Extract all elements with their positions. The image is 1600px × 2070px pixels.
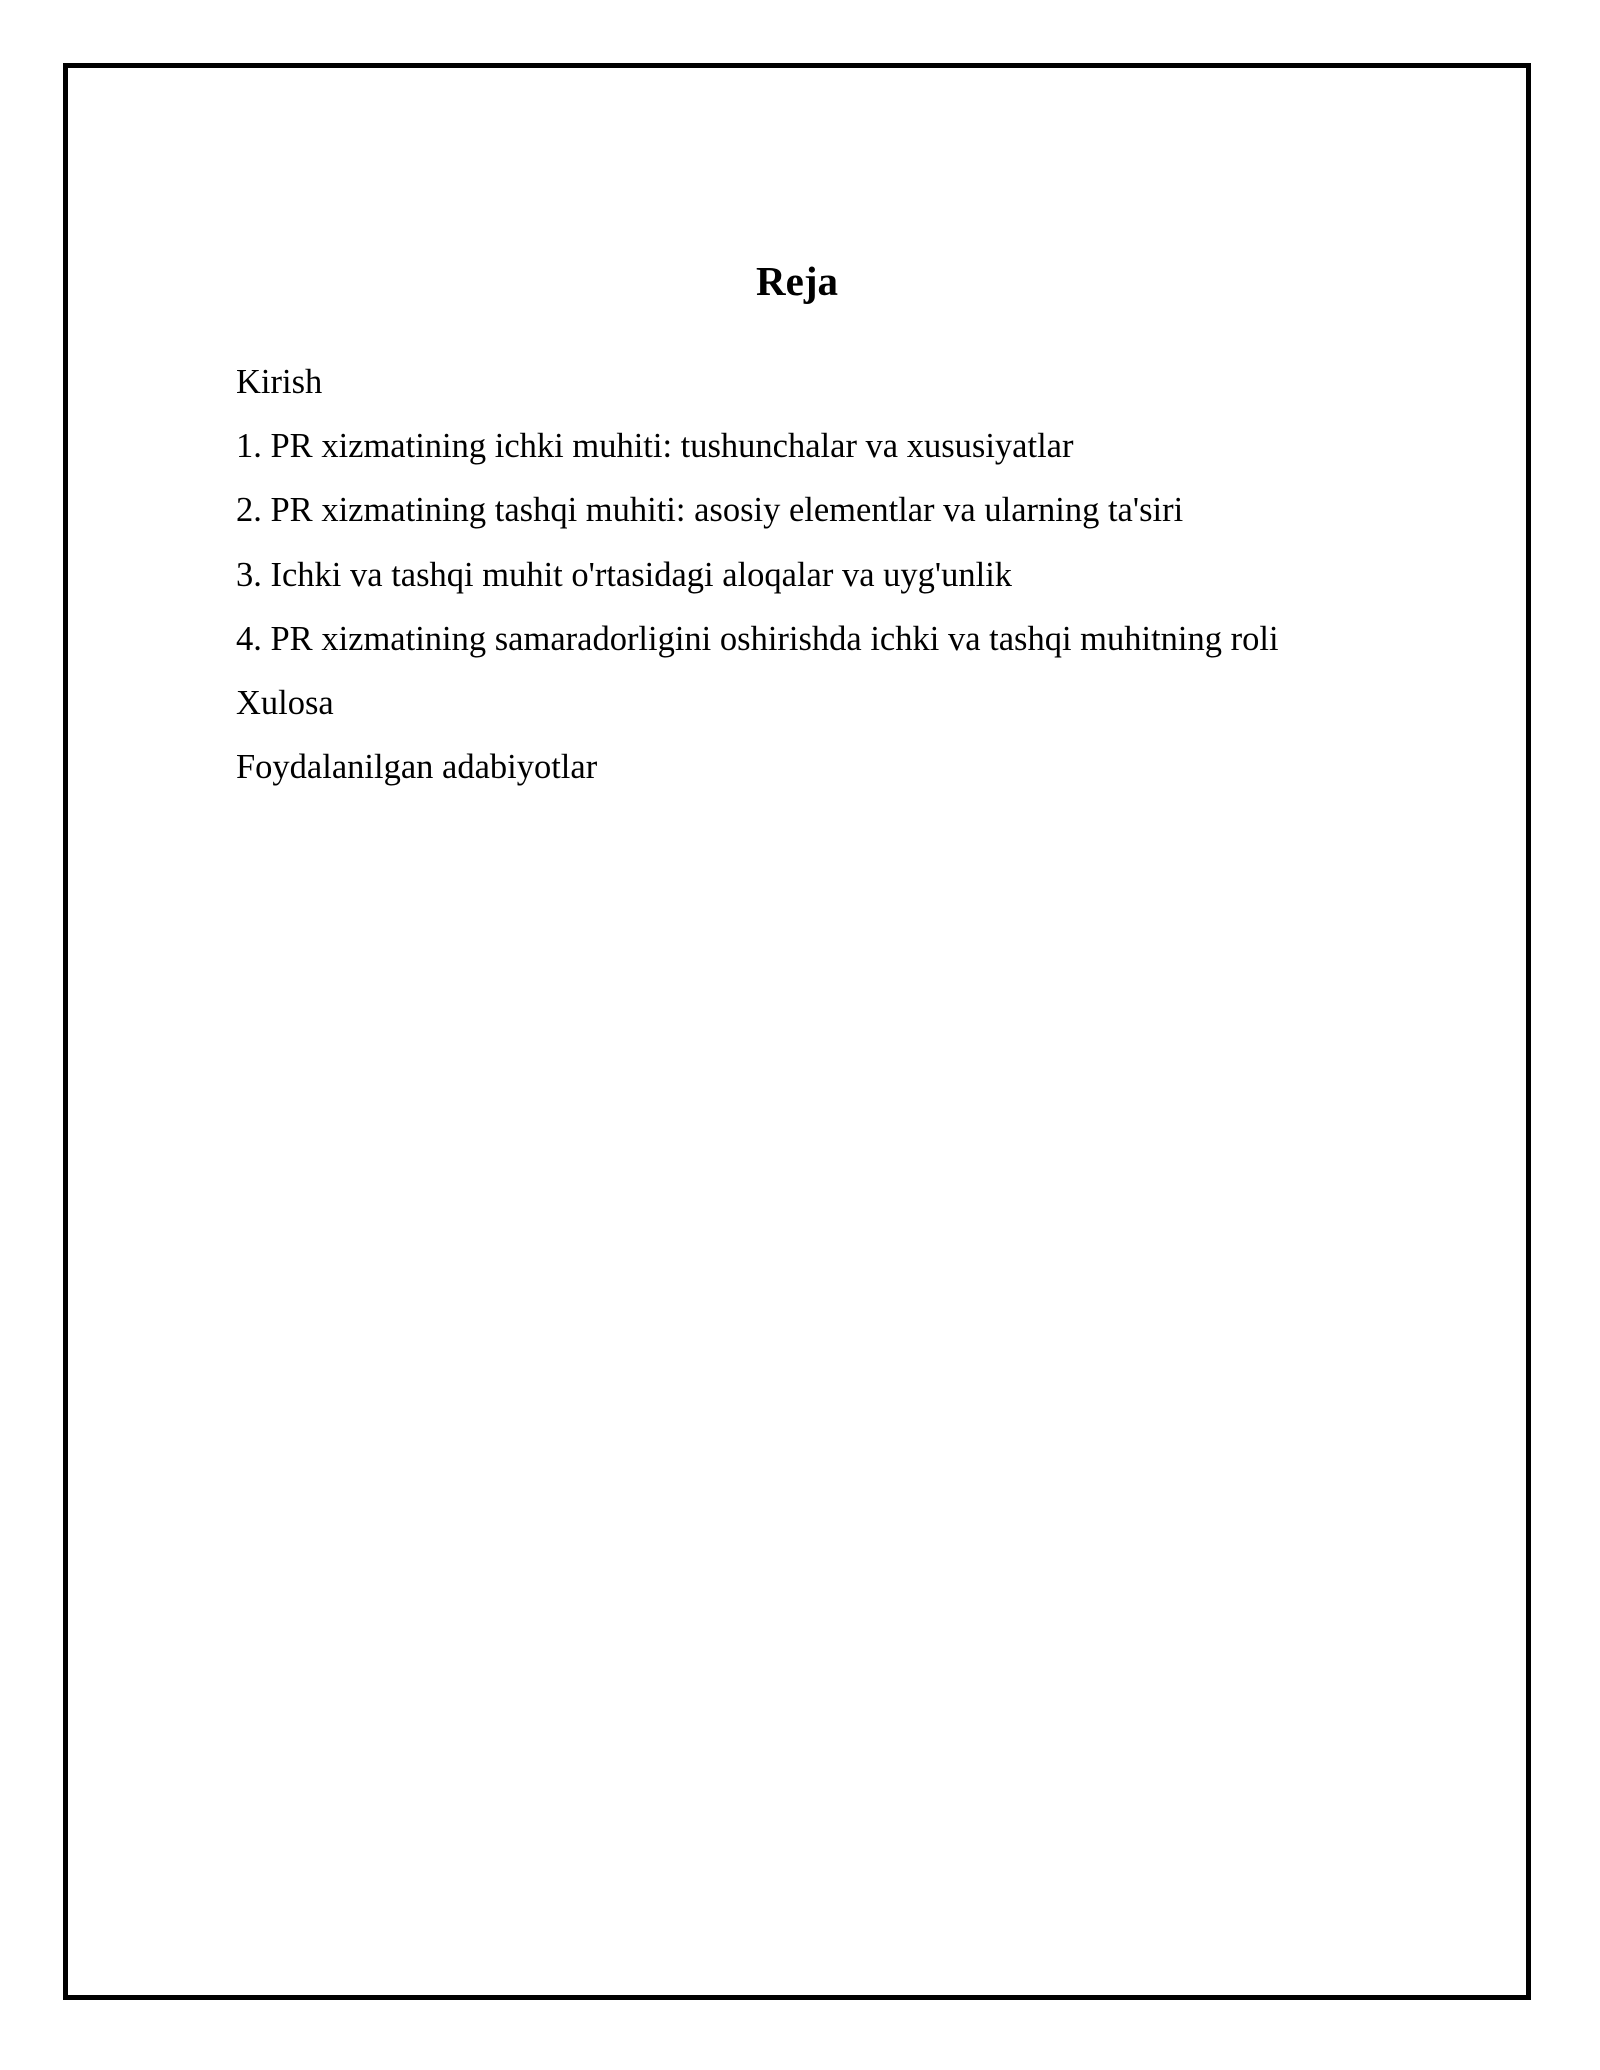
plan-item-introduction: Kirish [236,363,323,401]
plan-item-3: 3. Ichki va tashqi muhit o'rtasidagi aloqalar va uyg'unlik [236,555,1013,594]
plan-item-4: 4. PR xizmatining samaradorligini oshirishda ichki va tashqi muhitning roli [236,619,1279,658]
plan-item-references: Foydalanilgan adabiyotlar [236,748,598,787]
plan-item-2: 2. PR xizmatining tashqi muhiti: asosiy elementlar va ularning ta'siri [236,491,1184,530]
plan-item-1: 1. PR xizmatining ichki muhiti: tushunchalar va xususiyatlar [236,427,1074,466]
plan-item-conclusion: Xulosa [236,684,334,723]
plan-list [236,350,1279,799]
page-frame [63,63,1531,2000]
page-title: Reja [756,258,838,304]
